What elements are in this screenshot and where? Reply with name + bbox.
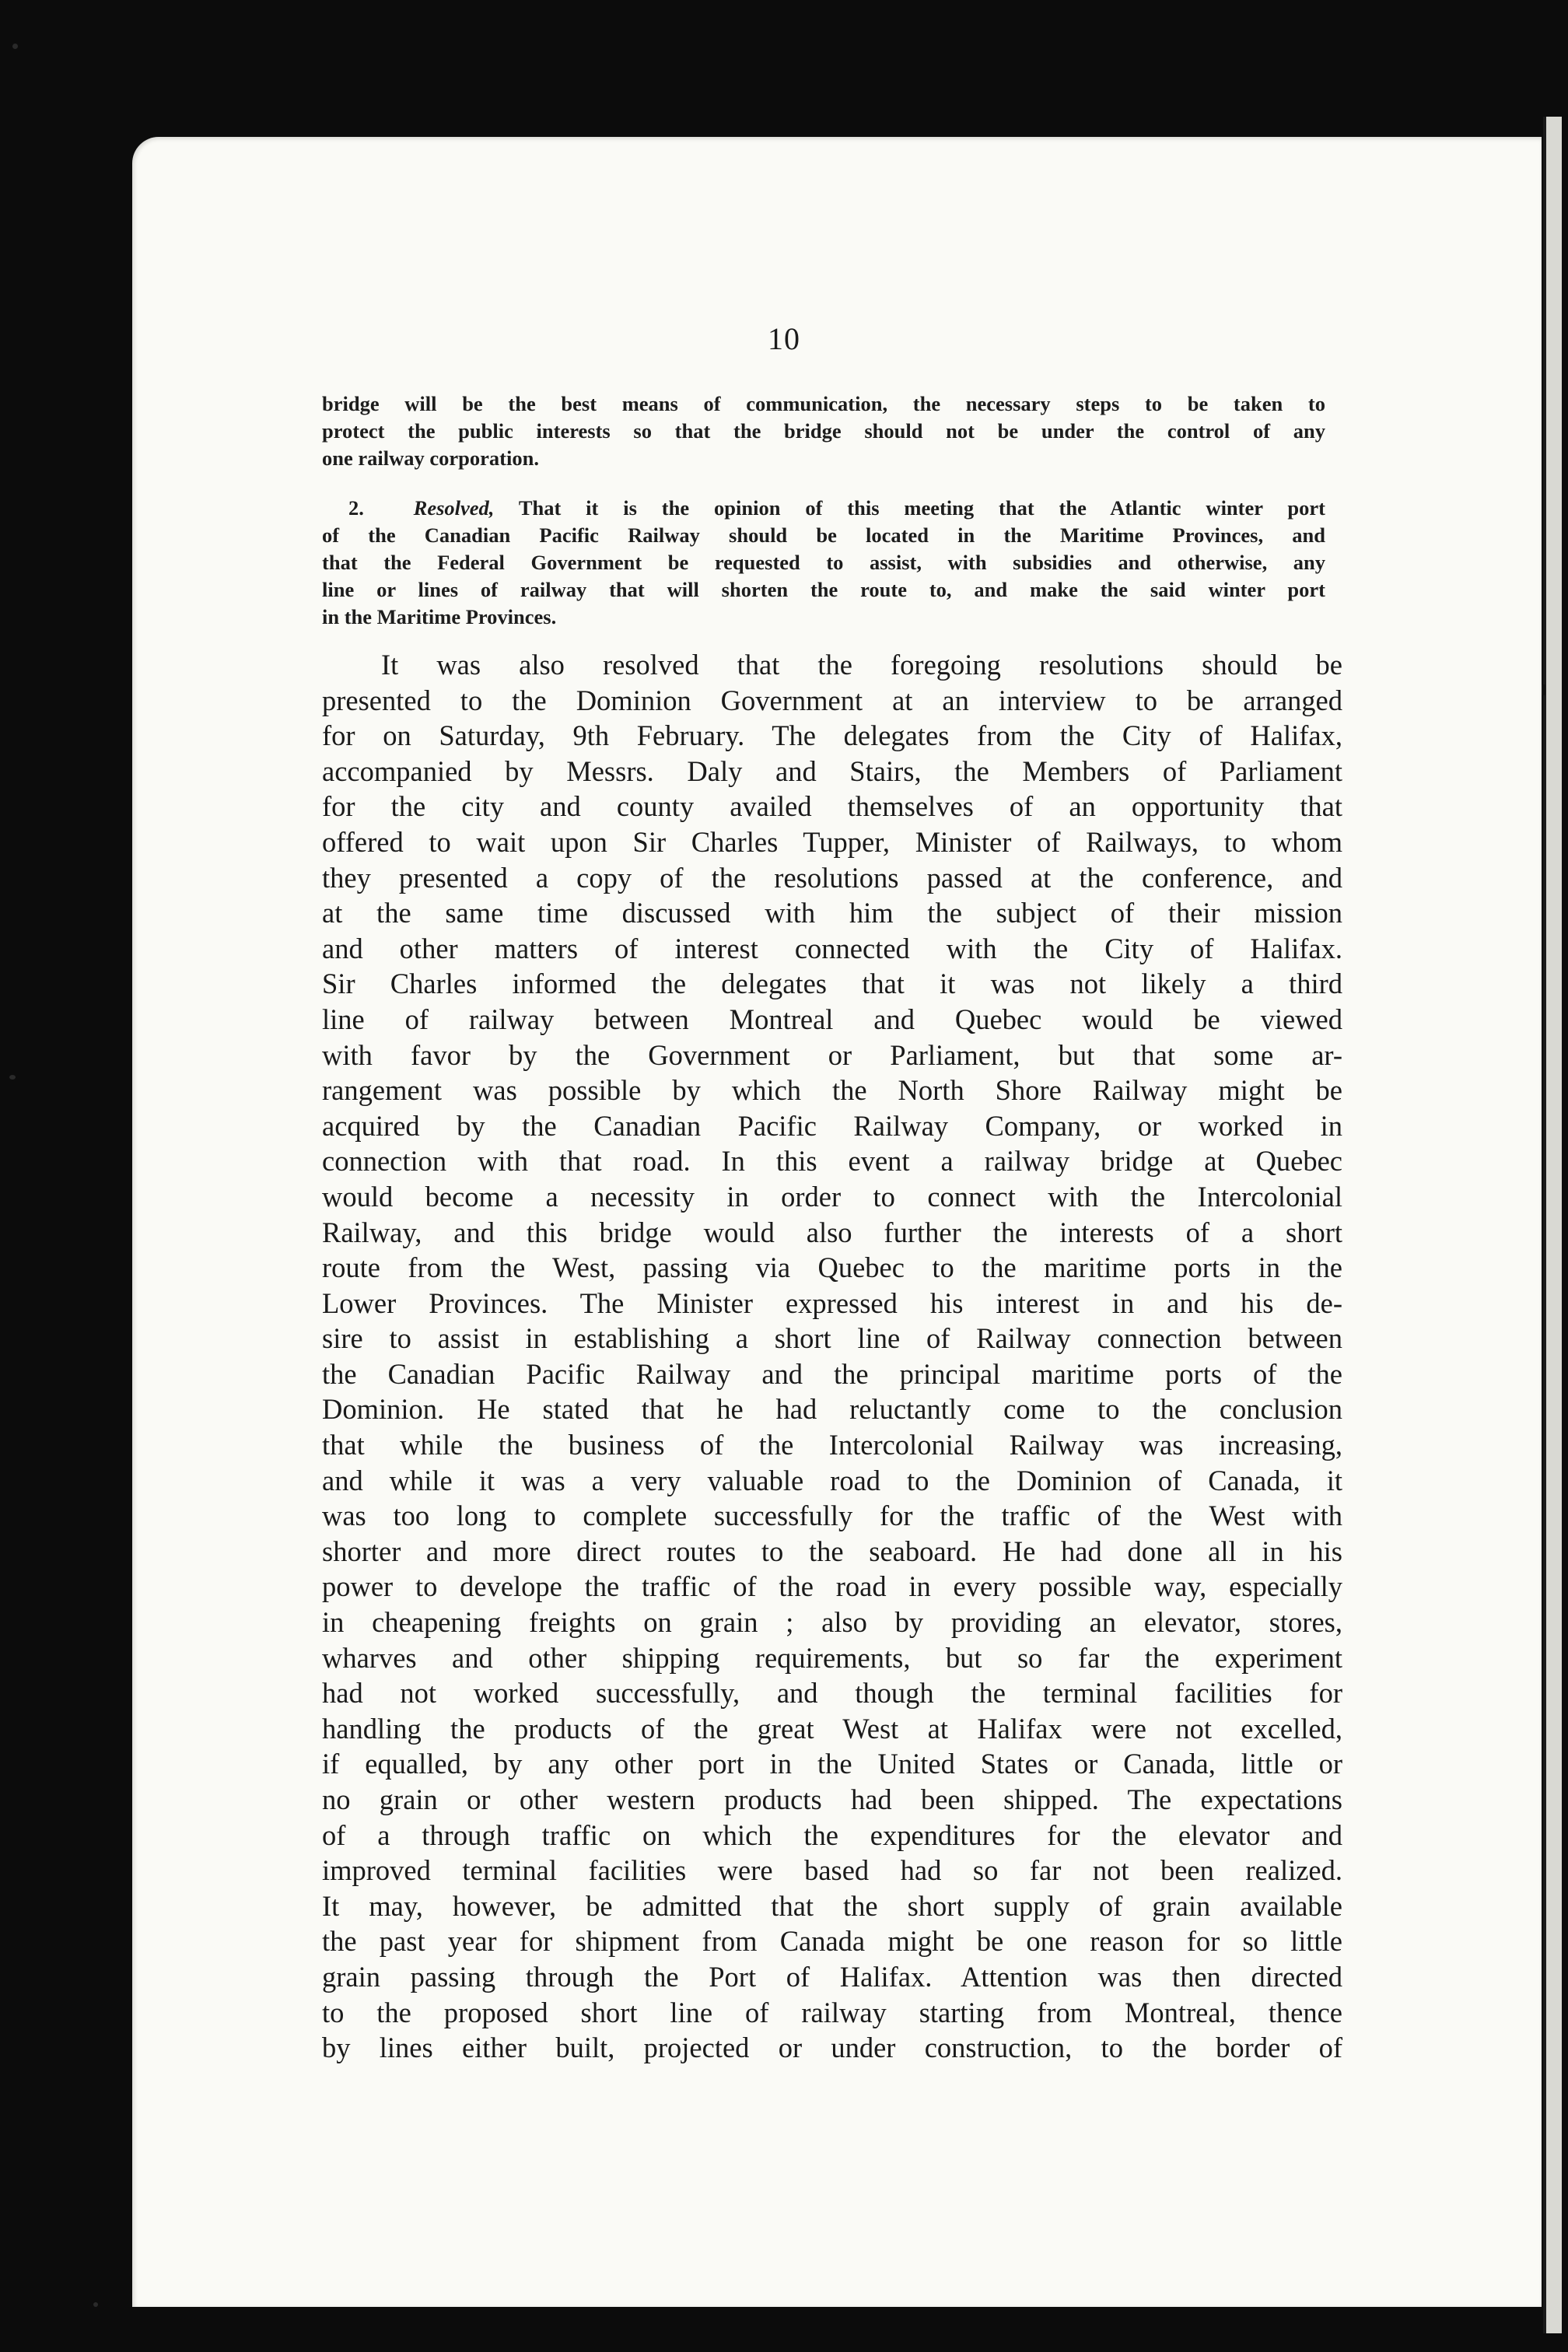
text-line: and other matters of interest connected with the City of Halifax. [322,932,1342,964]
text-line: offered to wait upon Sir Charles Tupper, Minister of Railways, to whom [322,825,1342,858]
text-line: presented to the Dominion Government at an interview to be arranged [322,684,1342,716]
text-line: in cheapening freights on grain ; also by providing an elevator, stores, [322,1606,1342,1639]
text-line: route from the West, passing via Quebec to the maritime ports in the [322,1251,1342,1284]
text-line: had not worked successfully, and though the terminal facilities for [322,1677,1342,1710]
text-line: of a through traffic on which the expenditures for the elevator and [322,1818,1342,1851]
page-number: 10 [768,321,800,356]
text-line: improved terminal facilities were based had so far not been realized. [322,1854,1342,1887]
text-line: that the Federal Government be requested to assist, with subsidies and otherwise, any [322,551,1325,574]
resolution-2-first-line [322,495,1325,522]
text-line: would become a necessity in order to connect with the Intercolonial [322,1180,1342,1213]
body-paragraph [322,647,1342,2066]
resolution-number: 2. [348,496,364,520]
text-line: by lines either built, projected or under construction, to the border of [322,2032,1342,2064]
text-line: Railway, and this bridge would also further the interests of a short [322,1216,1342,1248]
text-line: It may, however, be admitted that the short supply of grain available [322,1889,1342,1922]
text-line: and while it was a very valuable road to the Dominion of Canada, it [322,1464,1342,1496]
text-line: no grain or other western products had been shipped. The expectations [322,1783,1342,1815]
text-line: they presented a copy of the resolutions passed at the conference, and [322,861,1342,894]
text-line: one railway corporation. [322,446,539,470]
text-line: Dominion. He stated that he had reluctantly come to the conclusion [322,1393,1342,1426]
text-line: That it is the opinion of this meeting that the Atlantic winter port [518,496,1325,520]
text-line: sire to assist in establishing a short line of Railway connection between [322,1322,1342,1355]
margin-speck [1542,684,1545,695]
text-line: line of railway between Montreal and Quebec would be viewed [322,1003,1342,1035]
text-line: rangement was possible by which the North Shore Railway might be [322,1074,1342,1107]
margin-speck [12,44,18,49]
text-line: shorter and more direct routes to the seaboard. He had done all in his [322,1535,1342,1567]
text-line: grain passing through the Port of Halifax. Attention was then directed [322,1960,1342,1993]
text-line: if equalled, by any other port in the United States or Canada, little or [322,1748,1342,1780]
text-line: power to develope the traffic of the road in every possible way, especially [322,1570,1342,1603]
text-line: connection with that road. In this event a railway bridge at Quebec [322,1145,1342,1178]
resolved-word: Resolved, [413,496,495,520]
text-line: handling the products of the great West at Halifax were not excelled, [322,1712,1342,1745]
text-line: for on Saturday, 9th February. The delegates from the City of Halifax, [322,719,1342,752]
resolution-continuation [322,390,1325,472]
text-line: protect the public interests so that the bridge should not be under the control of any [322,419,1325,443]
text-line: the past year for shipment from Canada might be one reason for so little [322,1925,1342,1958]
text-line: to the proposed short line of railway starting from Montreal, thence [322,1996,1342,2028]
text-line: acquired by the Canadian Pacific Railway Company, or worked in [322,1109,1342,1142]
margin-speck [93,2302,98,2307]
text-line: accompanied by Messrs. Daly and Stairs, the Members of Parliament [322,754,1342,787]
text-line: with favor by the Government or Parliament, but that some ar- [322,1038,1342,1071]
next-page-edge [1543,117,1562,2333]
text-line: Lower Provinces. The Minister expressed his interest in and his de- [322,1286,1342,1319]
text-line: It was also resolved that the foregoing resolutions should be [381,649,1342,681]
resolution-2 [322,495,1325,631]
text-line: bridge will be the best means of communication, the necessary steps to be taken to [322,392,1325,415]
text-line: that while the business of the Intercolonial Railway was increasing, [322,1429,1342,1461]
text-line: for the city and county availed themselves of an opportunity that [322,790,1342,823]
text-line: at the same time discussed with him the subject of their mission [322,897,1342,929]
text-line: was too long to complete successfully for the traffic of the West with [322,1500,1342,1532]
text-line: in the Maritime Provinces. [322,605,557,628]
text-line: wharves and other shipping requirements, but so far the experiment [322,1641,1342,1674]
text-line: line or lines of railway that will shorten the route to, and make the said winter port [322,578,1325,601]
margin-speck [9,1075,16,1080]
text-line: the Canadian Pacific Railway and the principal maritime ports of the [322,1357,1342,1390]
text-line: Sir Charles informed the delegates that it was not likely a third [322,968,1342,1000]
text-line: of the Canadian Pacific Railway should be located in the Maritime Provinces, and [322,523,1325,547]
